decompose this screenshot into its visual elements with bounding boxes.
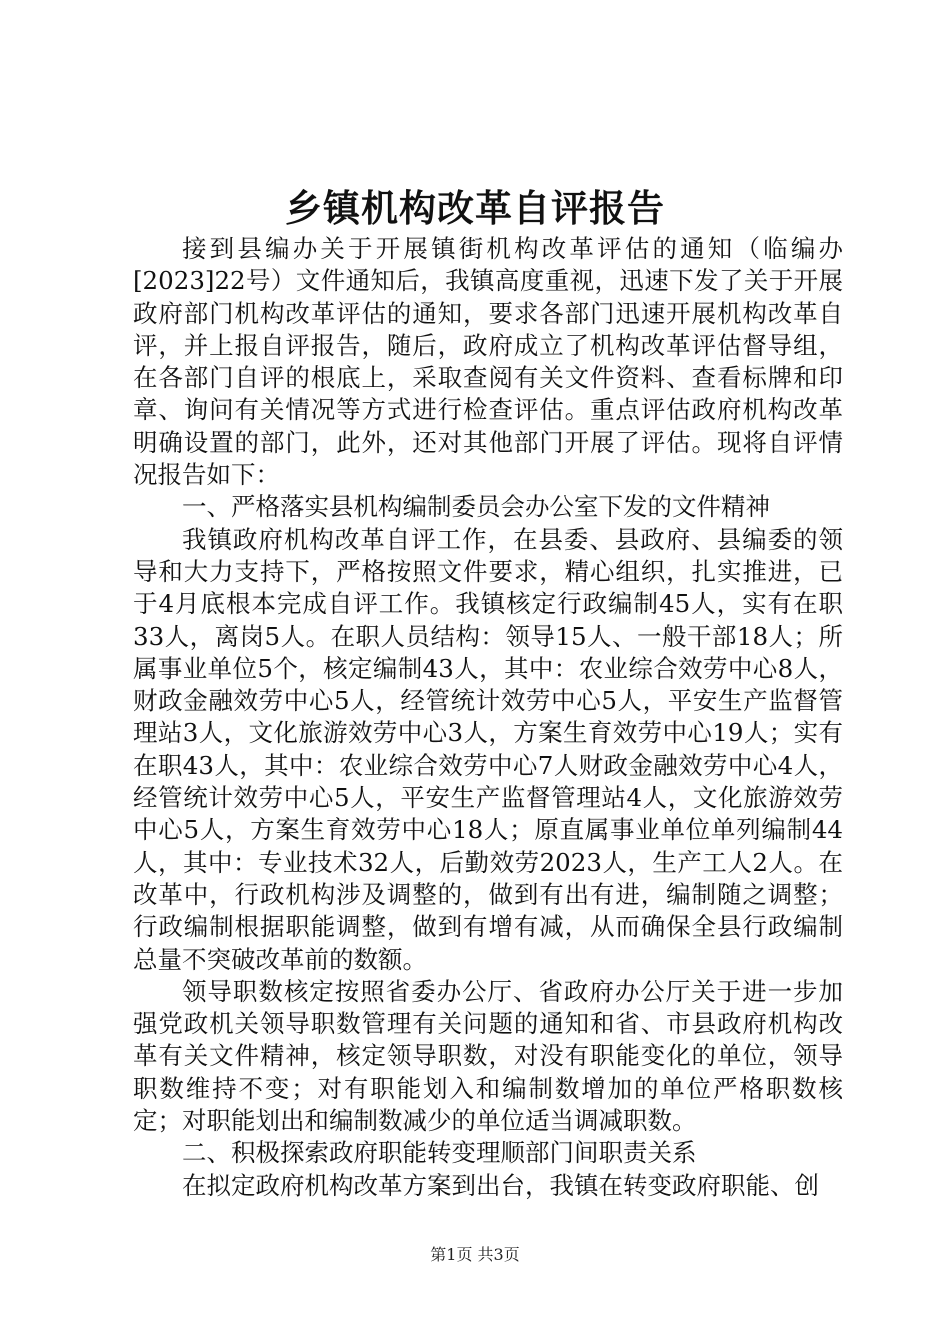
page-number-footer: 第1页 共3页: [430, 1245, 520, 1264]
paragraph-leadership: 领导职数核定按照省委办公厅、省政府办公厅关于进一步加强党政机关领导职数管理有关问题的通知和省、市县政府机构改革有关文件精神，核定领导职数，对没有职能变化的单位，领导职数维持不变；对有职能划入和编制数增加的单位严格职数核定；对职能划出和编制数减少的单位适当调减职数。: [133, 976, 843, 1136]
paragraph-staffing: 我镇政府机构改革自评工作，在县委、县政府、县编委的领导和大力支持下，严格按照文件要求，精心组织，扎实推进，已于4月底根本完成自评工作。我镇核定行政编制45人，实有在职33人，离岗5人。在职人员结构：领导15人、一般干部18人；所属事业单位5个，核定编制43人，其中：农业综合效劳中心8人，财政金融效劳中心5人，经管统计效劳中心5人，平安生产监督管理站3人，文化旅游效劳中心3人，方案生育效劳中心19人；实有在职43人，其中：农业综合效劳中心7人财政金融效劳中心4人，经管统计效劳中心5人，平安生产监督管理站4人，文化旅游效劳中心5人，方案生育效劳中心18人；原直属事业单位单列编制44人，其中：专业技术32人，后勤效劳2023人，生产工人2人。在改革中，行政机构涉及调整的，做到有出有进，编制随之调整；行政编制根据职能调整，做到有增有减，从而确保全县行政编制总量不突破改革前的数额。: [133, 524, 843, 974]
section-heading-2: 二、积极探索政府职能转变理顺部门间职责关系: [182, 1138, 697, 1168]
section-heading-1: 一、严格落实县机构编制委员会办公室下发的文件精神: [182, 492, 770, 522]
document-title: 乡镇机构改革自评报告: [285, 186, 665, 230]
document-body: [133, 233, 843, 1202]
paragraph-intro: 接到县编办关于开展镇街机构改革评估的通知（临编办[2023]22号）文件通知后，我镇高度重视，迅速下发了关于开展政府部门机构改革评估的通知，要求各部门迅速开展机构改革自评，并上报自评报告，随后，政府成立了机构改革评估督导组，在各部门自评的根底上，采取查阅有关文件资料、查看标牌和印章、询问有关情况等方式进行检查评估。重点评估政府机构改革明确设置的部门，此外，还对其他部门开展了评估。现将自评情况报告如下：: [133, 234, 843, 490]
paragraph-functions: 在拟定政府机构改革方案到出台，我镇在转变政府职能、创: [182, 1170, 819, 1200]
